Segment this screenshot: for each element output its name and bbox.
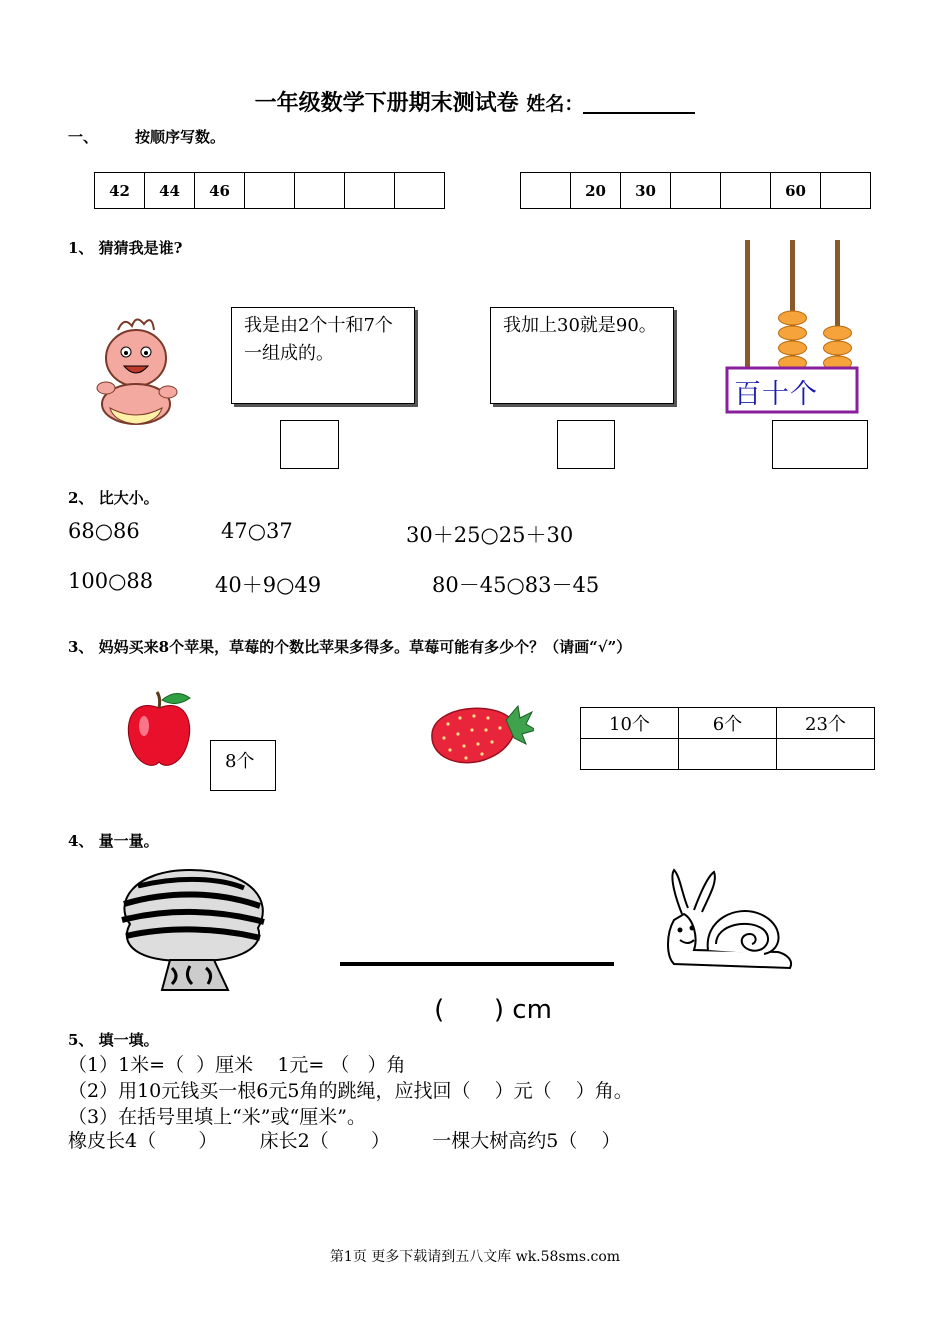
compare-item[interactable]: 100○88 — [68, 569, 154, 593]
fill-line-2[interactable]: （2）用10元钱买一根6元5角的跳绳，应找回（ ）元（ ）角。 — [68, 1080, 633, 1102]
seq-cell: 30 — [621, 173, 671, 209]
name-blank[interactable] — [583, 94, 695, 114]
seq-cell: 42 — [95, 173, 145, 209]
choice-check-cell[interactable] — [777, 739, 875, 770]
q3-heading: 3、 妈妈买来8个苹果，草莓的个数比苹果多得多。草莓可能有多少个？（请画“√”） — [68, 638, 632, 656]
abacus-beads-ones — [824, 326, 852, 370]
seq-blank-cell[interactable] — [245, 173, 295, 209]
compare-item[interactable]: 80－45○83－45 — [432, 573, 600, 597]
page-footer: 第1页 更多下载请到五八文库 wk.58sms.com — [329, 1249, 621, 1265]
fill-line-4[interactable]: 橡皮长4（ ） 床长2（ ） 一棵大树高约5（ ） — [68, 1130, 621, 1152]
choice-option: 6个 — [679, 708, 777, 739]
seq-cell: 60 — [771, 173, 821, 209]
tree-illustration — [110, 864, 274, 992]
title-main: 一年级数学下册期末测试卷 — [254, 90, 519, 116]
seq-cell: 46 — [195, 173, 245, 209]
riddle-card-1: 我是由2个十和7个一组成的。 — [231, 307, 415, 404]
name-label: 姓名： — [526, 93, 584, 115]
abacus-rod — [745, 240, 750, 368]
fill-line-3: （3）在括号里填上“米”或“厘米”。 — [68, 1106, 366, 1128]
section-heading: 按顺序写数。 — [135, 128, 226, 146]
choice-option: 10个 — [581, 708, 679, 739]
seq-cell: 20 — [571, 173, 621, 209]
seq-cell: 44 — [145, 173, 195, 209]
q5-heading: 5、 填一填。 — [68, 1031, 159, 1049]
measure-answer-text: ( ) cm — [434, 995, 552, 1025]
answer-box-3[interactable] — [772, 420, 868, 469]
choice-option: 23个 — [777, 708, 875, 739]
seq-blank-cell[interactable] — [345, 173, 395, 209]
compare-item[interactable]: 47○37 — [221, 519, 293, 543]
answer-box-2[interactable] — [557, 420, 615, 469]
seq-blank-cell[interactable] — [671, 173, 721, 209]
sequence-table-2 — [520, 172, 871, 209]
riddle-card-2: 我加上30就是90。 — [490, 307, 674, 404]
strawberry-choice-table — [580, 707, 875, 770]
compare-item[interactable]: 68○86 — [68, 519, 140, 543]
compare-item[interactable]: 30＋25○25＋30 — [406, 523, 574, 547]
fill-line-1[interactable]: （1）1米=（ ）厘米 1元= （ ）角 — [68, 1054, 406, 1076]
apple-illustration — [124, 690, 194, 770]
q1-heading: 1、 猜猜我是谁? — [68, 239, 183, 257]
measure-line — [340, 962, 614, 968]
choice-check-cell[interactable] — [581, 739, 679, 770]
seq-blank-cell[interactable] — [721, 173, 771, 209]
seq-blank-cell[interactable] — [295, 173, 345, 209]
seq-blank-cell[interactable] — [821, 173, 871, 209]
seq-blank-cell[interactable] — [521, 173, 571, 209]
choice-check-cell[interactable] — [679, 739, 777, 770]
apple-count-box: 8个 — [210, 740, 276, 791]
measure-answer[interactable] — [424, 976, 552, 1025]
baby-illustration — [88, 308, 184, 428]
snail-illustration — [660, 864, 796, 976]
seq-blank-cell[interactable] — [395, 173, 445, 209]
sequence-table-1 — [94, 172, 445, 209]
compare-item[interactable]: 40＋9○49 — [215, 573, 322, 597]
q2-heading: 2、 比大小。 — [68, 489, 159, 507]
q4-heading: 4、 量一量。 — [68, 832, 159, 850]
strawberry-illustration — [424, 690, 534, 770]
abacus-label: 百十个 — [734, 379, 818, 410]
answer-box-1[interactable] — [280, 420, 339, 469]
page-title — [0, 86, 950, 117]
section-number: 一、 — [68, 128, 99, 146]
abacus-beads-tens — [779, 311, 807, 370]
